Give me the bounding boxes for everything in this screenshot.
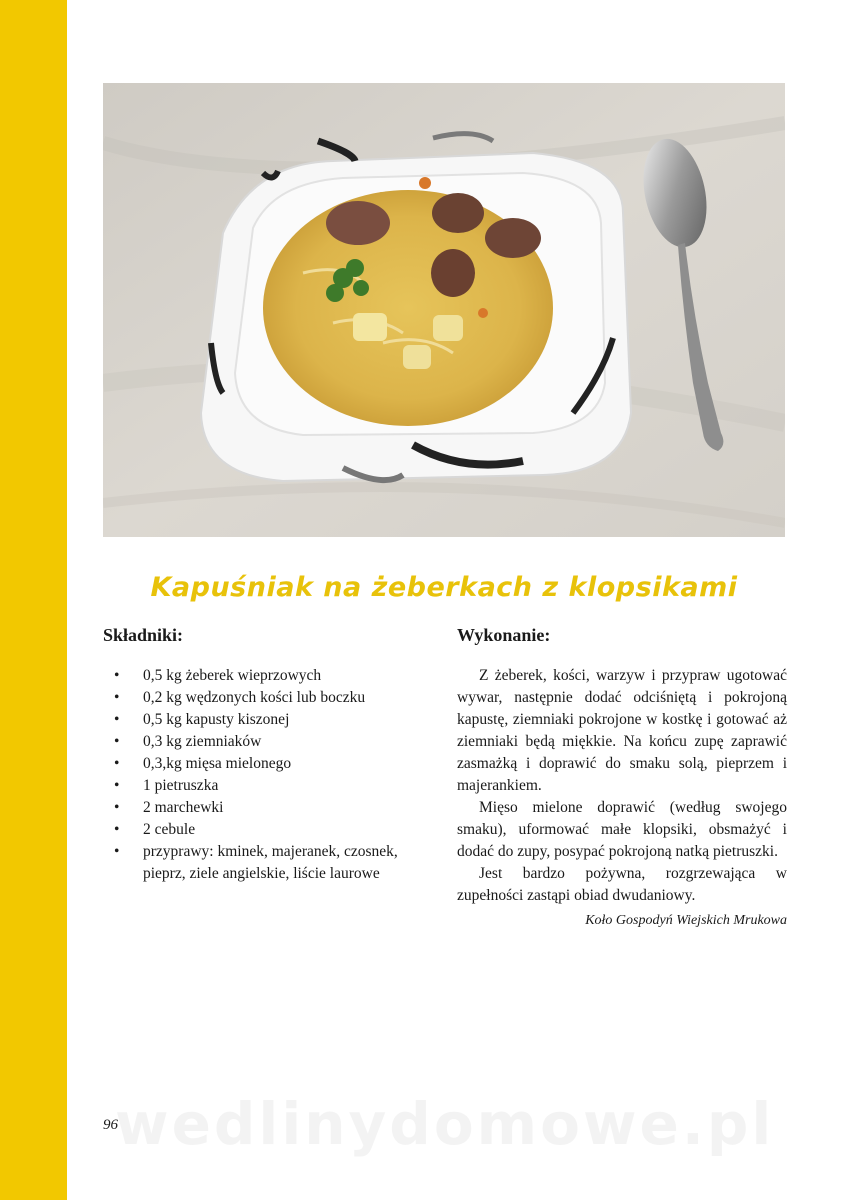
ingredients-heading: Składniki: — [103, 625, 184, 645]
ingredient-item: • 0,2 kg wędzonych kości lub boczku — [103, 687, 438, 709]
ingredient-item: • 2 cebule — [103, 819, 438, 841]
bullet-point: • — [114, 755, 120, 772]
bullet-point: • — [114, 689, 120, 706]
ingredient-item: • przyprawy: kminek, majeranek, czosnek, pieprz, ziele angielskie, liście laurowe — [114, 843, 398, 882]
bullet-point: • — [114, 843, 120, 860]
watermark: wedlinydomowe.pl — [115, 1090, 775, 1158]
yellow-side-bar — [0, 0, 67, 1200]
method-text — [457, 665, 787, 907]
ingredients-list — [103, 665, 438, 885]
bullet-point: • — [114, 711, 120, 728]
recipe-title: Kapuśniak na żeberkach z klopsikami — [150, 572, 738, 603]
page-number: 96 — [103, 1117, 118, 1133]
method-paragraph: Z żeberek, kości, warzyw i przypraw ugotować wywar, następnie dodać odciśniętą i pokrojoną kapustę, ziemniaki pokrojone w kostkę i gotować aż ziemniaki będą miękkie. Na końcu zupę zaprawić zasmażką i doprawić do smaku solą, pieprzem i majerankiem. — [457, 667, 787, 794]
bullet-point: • — [114, 667, 120, 684]
ingredients-section — [103, 625, 438, 885]
ingredient-item: • 0,5 kg żeberek wieprzowych — [103, 665, 438, 687]
ingredient-item: • 0,5 kg kapusty kiszonej — [103, 709, 438, 731]
soup-photo — [103, 83, 785, 537]
bullet-point: • — [114, 821, 120, 838]
method-heading: Wykonanie: — [457, 625, 551, 645]
method-section — [457, 625, 787, 931]
method-paragraph: Mięso mielone doprawić (według swojego smaku), uformować małe klopsiki, obsmażyć i dodać do zupy, posypać pokrojoną natką pietruszki. — [457, 799, 787, 860]
ingredient-item: • 0,3,kg mięsa mielonego — [103, 753, 438, 775]
method-paragraph: Jest bardzo pożywna, rozgrzewająca w zupełności zastąpi obiad dwudaniowy. — [457, 865, 787, 904]
bullet-point: • — [114, 799, 120, 816]
ingredient-item: • 2 marchewki — [103, 797, 438, 819]
ingredient-item: • 1 pietruszka — [103, 775, 438, 797]
bullet-point: • — [114, 733, 120, 750]
bullet-point: • — [114, 777, 120, 794]
ingredient-item: • 0,3 kg ziemniaków — [103, 731, 438, 753]
author-signature: Koło Gospodyń Wiejskich Mrukowa — [585, 913, 787, 928]
